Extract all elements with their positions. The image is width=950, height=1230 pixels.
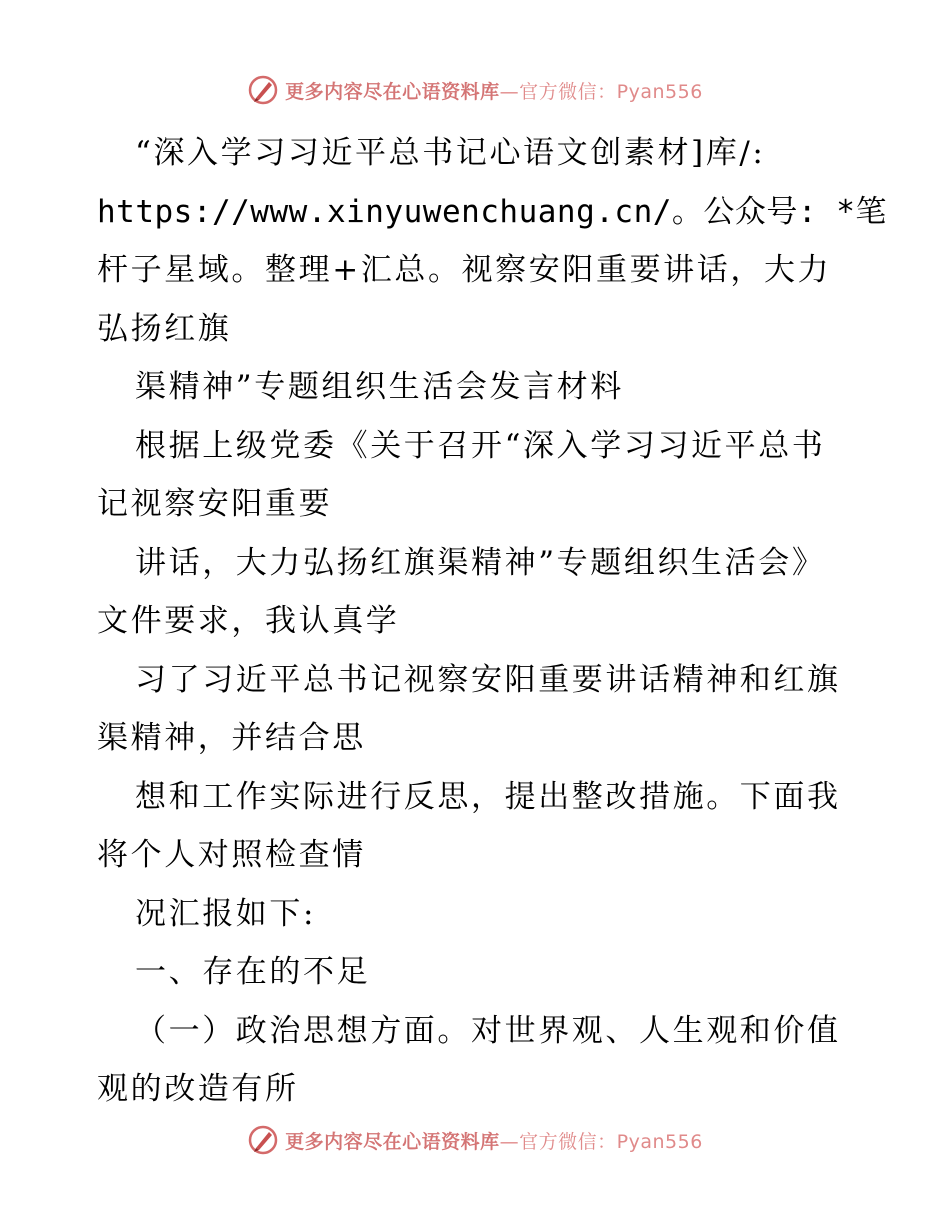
section-heading: 一、存在的不足 <box>135 954 371 990</box>
doc-line: “深入学习习近平总书记心语文创素材]库/: <box>135 135 766 171</box>
header-watermark <box>0 70 950 110</box>
header-watermark-text <box>285 77 703 104</box>
doc-line: 文件要求，我认真学 <box>97 603 400 639</box>
doc-line: 习了习近平总书记视察安阳重要讲话精神和红旗 <box>135 661 841 698</box>
header-separator: — <box>499 80 520 103</box>
doc-line: 况汇报如下: <box>135 895 317 932</box>
footer-separator: — <box>499 1130 520 1153</box>
doc-line-text: https://www.xinyuwenchuang.cn/。公众号: *笔 <box>97 193 887 230</box>
header-official-text: 官方微信：Pyan556 <box>519 80 703 103</box>
document-body <box>97 124 887 1119</box>
doc-line: 将个人对照检查情 <box>97 837 366 873</box>
doc-line: 根据上级党委《关于召开“深入学习习近平总书 <box>135 427 826 464</box>
doc-line: （一）政治思想方面。对世界观、人生观和价值 <box>135 1012 841 1049</box>
header-brand-text: 更多内容尽在心语资料库 <box>285 80 500 103</box>
doc-line: 记视察安阳重要 <box>97 486 333 522</box>
footer-watermark <box>0 1120 950 1160</box>
doc-line: 弘扬红旗 <box>97 310 232 347</box>
doc-line: 渠精神，并结合思 <box>97 720 366 756</box>
doc-line: 想和工作实际进行反思，提出整改措施。下面我 <box>135 778 841 815</box>
quill-logo-icon <box>247 74 279 106</box>
footer-watermark-text <box>285 1127 703 1154</box>
doc-line-url <box>97 183 887 242</box>
footer-brand-text: 更多内容尽在心语资料库 <box>285 1130 500 1153</box>
doc-line: 观的改造有所 <box>97 1071 299 1107</box>
quill-logo-icon <box>247 1124 279 1156</box>
doc-line: 渠精神”专题组织生活会发言材料 <box>135 369 624 405</box>
doc-line: 讲话，大力弘扬红旗渠精神”专题组织生活会》 <box>135 544 826 581</box>
footer-official-text: 官方微信：Pyan556 <box>519 1130 703 1153</box>
doc-line: 杆子星域。整理+汇总。视察安阳重要讲话，大力 <box>97 252 832 288</box>
